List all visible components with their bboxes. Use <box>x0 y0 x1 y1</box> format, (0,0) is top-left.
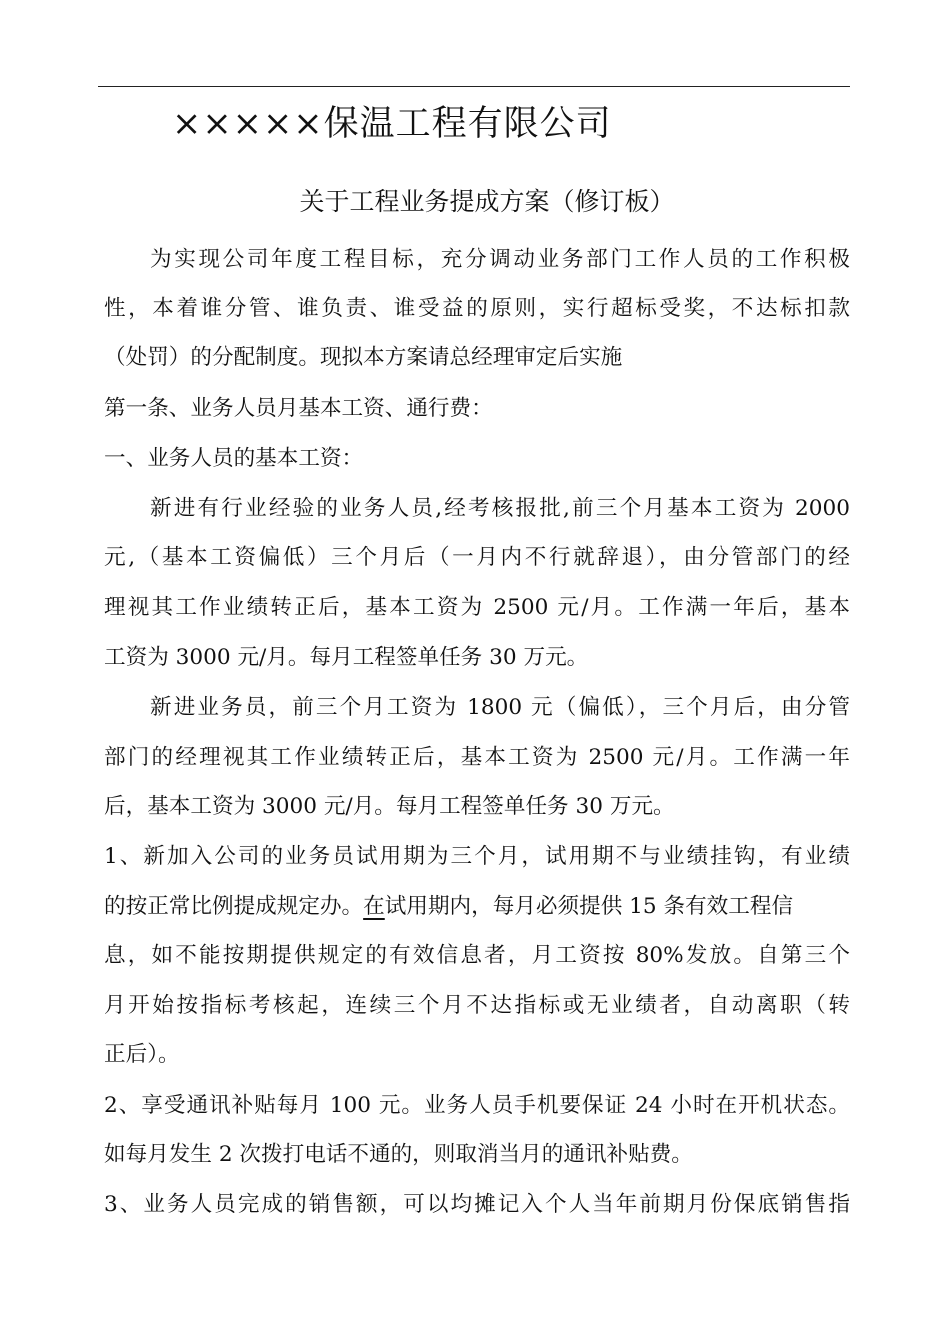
underlined-char: 在 <box>363 894 385 919</box>
paragraph-line: 后，基本工资为 3000 元/月。每月工程签单任务 30 万元。 <box>104 794 675 819</box>
paragraph-line: 部门的经理视其工作业绩转正后，基本工资为 2500 元/月。工作满一年 <box>104 745 850 770</box>
section-heading: 第一条、业务人员月基本工资、通行费： <box>104 396 493 421</box>
paragraph-line: 新进业务员，前三个月工资为 1800 元（偏低），三个月后，由分管 <box>150 695 850 720</box>
paragraph-line: 正后）。 <box>104 1042 180 1067</box>
paragraph-line: 元,（基本工资偏低）三个月后（一月内不行就辞退），由分管部门的经 <box>104 545 850 570</box>
paragraph-line: 3、业务人员完成的销售额，可以均摊记入个人当年前期月份保底销售指 <box>104 1192 850 1217</box>
paragraph-line <box>104 889 850 925</box>
line-segment: 的按正常比例提成规定办。 <box>104 894 364 919</box>
document-title: 关于工程业务提成方案（修订板） <box>299 187 675 216</box>
header-rule <box>98 86 850 87</box>
paragraph-line: 1、新加入公司的业务员试用期为三个月，试用期不与业绩挂钩，有业绩 <box>104 844 850 869</box>
line-segment: 试用期内，每月必须提供 15 条有效工程信 <box>384 894 794 919</box>
paragraph-line: 为实现公司年度工程目标，充分调动业务部门工作人员的工作积极 <box>150 247 850 272</box>
paragraph-line: 月开始按指标考核起，连续三个月不达指标或无业绩者，自动离职（转 <box>104 993 850 1018</box>
paragraph-line: 工资为 3000 元/月。每月工程签单任务 30 万元。 <box>104 645 589 670</box>
paragraph-line: 理视其工作业绩转正后，基本工资为 2500 元/月。工作满一年后，基本 <box>104 595 850 620</box>
paragraph-line: （处罚）的分配制度。现拟本方案请总经理审定后实施 <box>104 345 623 370</box>
section-subheading: 一、业务人员的基本工资： <box>104 446 364 471</box>
paragraph-line: 息，如不能按期提供规定的有效信息者，月工资按 80%发放。自第三个 <box>104 943 850 968</box>
paragraph-line: 2、享受通讯补贴每月 100 元。业务人员手机要保证 24 小时在开机状态。 <box>104 1093 850 1118</box>
paragraph-line: 新进有行业经验的业务人员,经考核报批,前三个月基本工资为 2000 <box>150 496 850 521</box>
paragraph-line: 如每月发生 2 次拨打电话不通的，则取消当月的通讯补贴费。 <box>104 1142 693 1167</box>
paragraph-line: 性，本着谁分管、谁负责、谁受益的原则，实行超标受奖，不达标扣款 <box>104 296 850 321</box>
company-name: ×××××保温工程有限公司 <box>172 104 612 144</box>
